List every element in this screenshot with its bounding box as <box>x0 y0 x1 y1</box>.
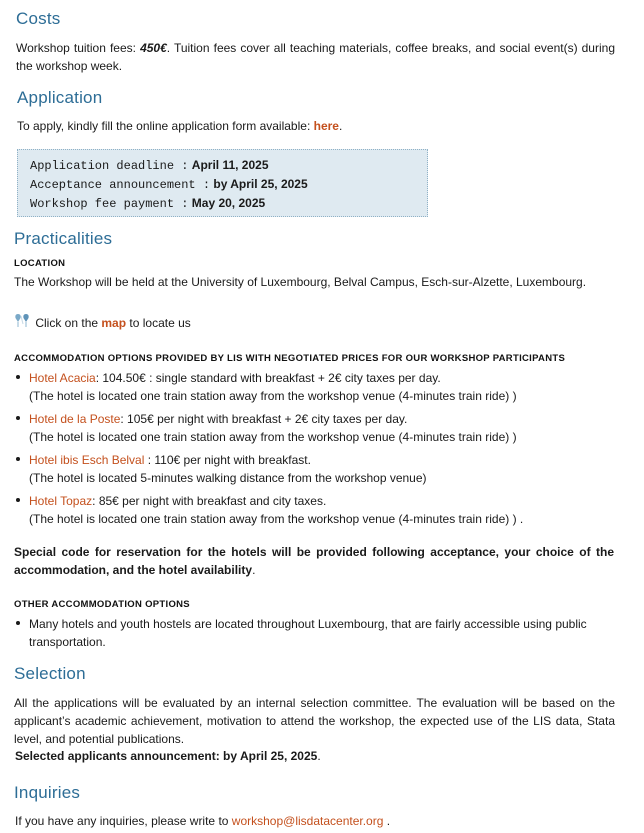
bullet-icon <box>16 498 20 502</box>
deadlines-box <box>17 149 428 217</box>
inquiries-email-link[interactable]: workshop@lisdatacenter.org <box>231 814 384 828</box>
hotel-link[interactable]: Hotel Acacia <box>29 371 96 385</box>
tuition-fee-value: 450€ <box>140 41 167 55</box>
selection-announcement: Selected applicants announcement: by April 25, 2025. <box>15 749 321 763</box>
list-item: Hotel Acacia: 104.50€ : single standard with breakfast + 2€ city taxes per day. (The hotel is located one train station away from the workshop venue (4-minutes train ride) ) <box>16 369 616 405</box>
special-code-note: Special code for reservation for the hotels will be provided following acceptance, your choice of the accommodation, and the hotel availability. <box>14 545 614 577</box>
inquiries-heading: Inquiries <box>14 783 81 802</box>
list-item: Hotel de la Poste: 105€ per night with breakfast + 2€ city taxes per day. (The hotel is located one train station away from the workshop venue (4-minutes train ride) ) <box>16 410 616 446</box>
accommodation-label: ACCOMMODATION OPTIONS PROVIDED BY LIS WITH NEGOTIATED PRICES FOR OUR WORKSHOP PARTICIPANTS <box>14 353 566 364</box>
application-heading: Application <box>17 88 103 107</box>
selection-heading: Selection <box>14 664 86 683</box>
practicalities-heading: Practicalities <box>14 229 113 248</box>
bullet-icon <box>16 375 20 379</box>
deadline-row: Acceptance announcement : by April 25, 2025 <box>30 177 308 192</box>
hotel-link[interactable]: Hotel ibis Esch Belval <box>29 453 145 467</box>
list-item: Hotel ibis Esch Belval : 110€ per night with breakfast. (The hotel is located 5-minutes walking distance from the workshop venue) <box>16 451 616 487</box>
bullet-icon <box>16 457 20 461</box>
list-item: Hotel Topaz: 85€ per night with breakfast and city taxes. (The hotel is located one train station away from the workshop venue (4-minutes train ride) ) . <box>16 492 616 528</box>
other-accommodation-label: OTHER ACCOMMODATION OPTIONS <box>14 599 190 610</box>
selection-paragraph: All the applications will be evaluated by an internal selection committee. The evaluation will be based on the applicant’s academic achievement, motivation to attend the workshop, the expected use of the LIS data, Stata level, and potential publications. <box>14 696 615 746</box>
costs-paragraph: Workshop tuition fees: 450€. Tuition fees cover all teaching materials, coffee breaks, and social event(s) during the workshop week. <box>16 41 615 73</box>
hotel-link[interactable]: Hotel de la Poste <box>29 412 121 426</box>
list-item: Many hotels and youth hostels are located throughout Luxembourg, that are fairly accessible using public transportation. <box>16 615 616 651</box>
bullet-icon <box>16 416 20 420</box>
location-text: The Workshop will be held at the University of Luxembourg, Belval Campus, Esch-sur-Alzette, Luxembourg. <box>14 275 587 289</box>
deadline-row: Workshop fee payment : May 20, 2025 <box>30 196 266 211</box>
application-paragraph: To apply, kindly fill the online application form available: here. <box>17 119 343 133</box>
application-form-link[interactable]: here <box>313 119 339 133</box>
map-link[interactable]: map <box>101 316 127 330</box>
map-pin-icon[interactable] <box>14 313 32 329</box>
map-line: Click on the map to locate us <box>14 313 191 333</box>
costs-heading: Costs <box>16 9 61 28</box>
deadline-row: Application deadline : April 11, 2025 <box>30 158 269 173</box>
location-label: LOCATION <box>14 258 66 269</box>
inquiries-paragraph: If you have any inquiries, please write to workshop@lisdatacenter.org . <box>15 814 391 828</box>
bullet-icon <box>16 621 20 625</box>
hotel-link[interactable]: Hotel Topaz <box>29 494 93 508</box>
